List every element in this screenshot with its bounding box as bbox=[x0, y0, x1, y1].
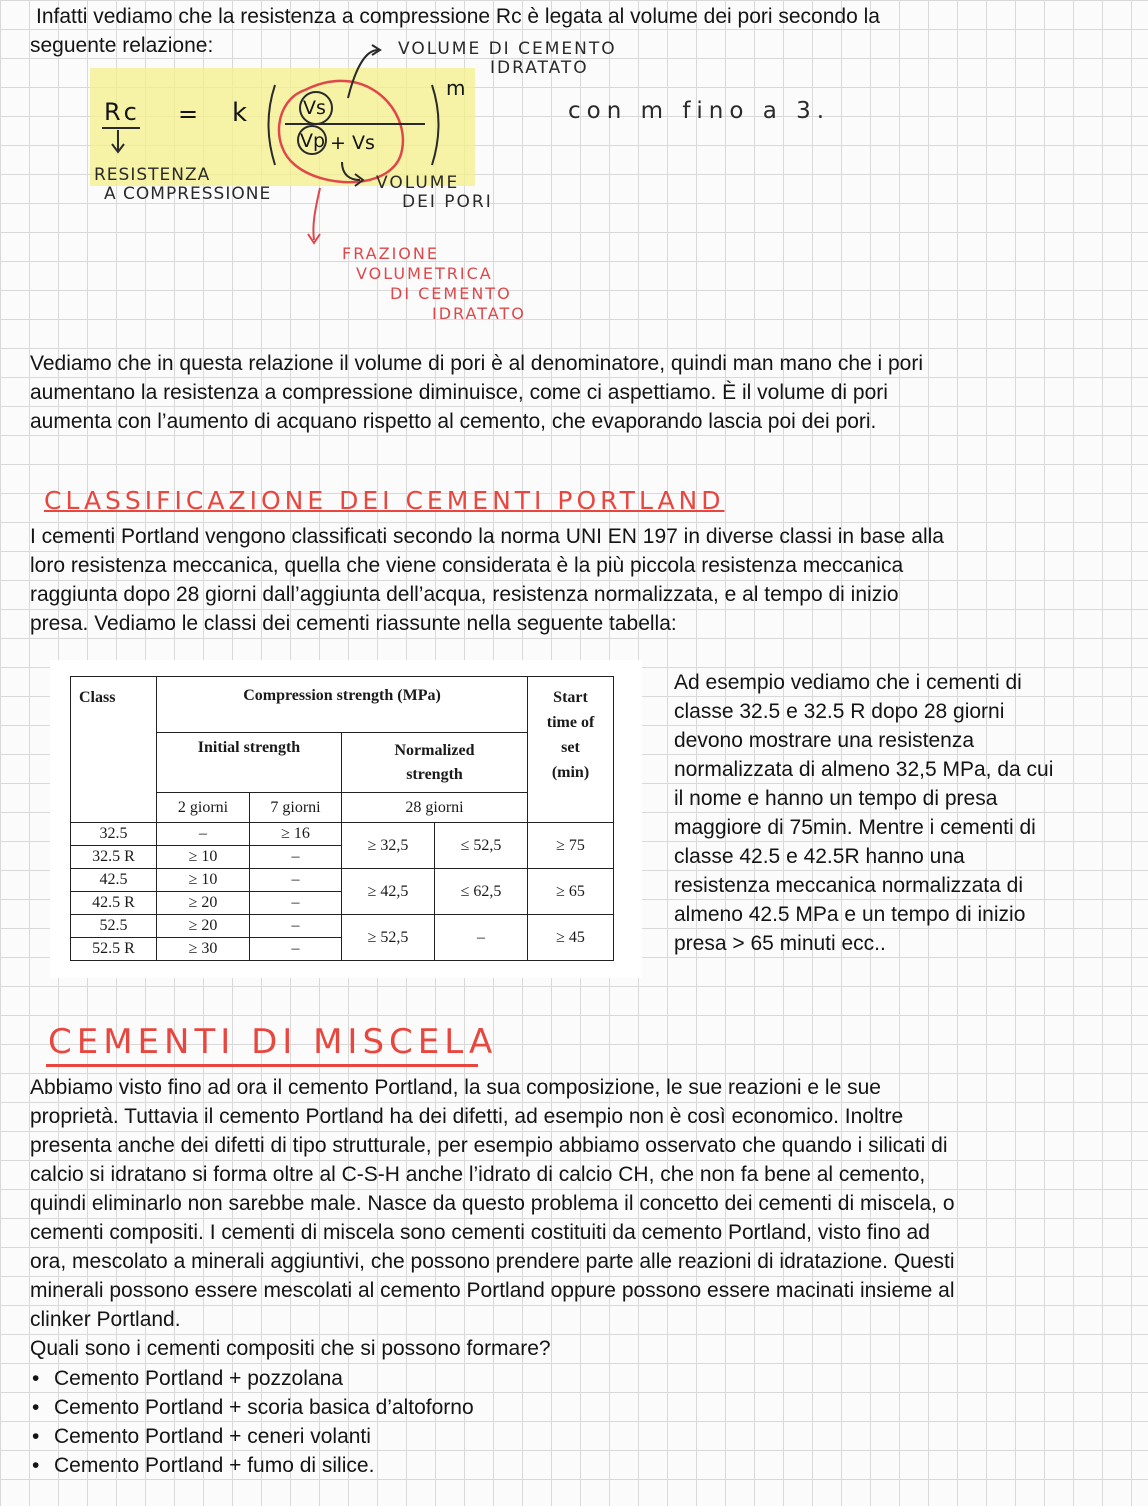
label-pori-line-2: DEI PORI bbox=[402, 192, 493, 212]
header-2-giorni: 2 giorni bbox=[157, 793, 250, 823]
row-class: 42.5 R bbox=[71, 892, 157, 915]
heading-miscela: CEMENTI DI MISCELA bbox=[48, 1022, 498, 1062]
group-start-time: ≥ 75 bbox=[528, 823, 614, 869]
formula-denominator-rest: + Vs bbox=[330, 132, 375, 154]
classi-line-3: raggiunta dopo 28 giorni dall’aggiunta dell’acqua, resistenza normalizzata, e al tempo di inizio bbox=[30, 583, 899, 606]
pori-paragraph bbox=[30, 349, 923, 436]
miscela-line-9: clinker Portland. bbox=[30, 1308, 181, 1331]
pori-line-1: Vediamo che in questa relazione il volume di pori è al denominatore, quindi man mano che i pori bbox=[30, 352, 924, 375]
formula-lhs: Rc bbox=[104, 98, 140, 126]
bullet-icon: • bbox=[32, 1396, 40, 1419]
intro-line-1: Infatti vediamo che la resistenza a compressione Rc è legata al volume dei pori secondo la bbox=[36, 5, 880, 28]
group-min-normalized: ≥ 42,5 bbox=[342, 869, 435, 915]
formula-denominator-vp: Vp bbox=[300, 130, 326, 152]
miscela-paragraph bbox=[30, 1073, 955, 1363]
side-note-line-4: normalizzata di almeno 32,5 MPa, da cui bbox=[674, 758, 1054, 781]
side-note-line-3: devono mostrare una resistenza bbox=[674, 729, 974, 752]
miscela-line-4: calcio si idratano si forma oltre al C-S-H anche l’idrato di calcio CH, che non fa bene al cemento, bbox=[30, 1163, 926, 1186]
group-max-normalized: ≤ 62,5 bbox=[435, 869, 528, 915]
side-note-line-10: presa > 65 minuti ecc.. bbox=[674, 932, 886, 955]
list-item bbox=[30, 1393, 474, 1422]
label-cemento-line-1: VOLUME DI CEMENTO bbox=[398, 39, 617, 59]
heading-classificazione: CLASSIFICAZIONE DEI CEMENTI PORTLAND bbox=[44, 486, 725, 515]
label-frazione-line-3: DI CEMENTO bbox=[390, 284, 512, 303]
group-start-time: ≥ 45 bbox=[528, 915, 614, 961]
header-compression: Compression strength (MPa) bbox=[157, 677, 528, 733]
list-item-text: Cemento Portland + scoria basica d’altoforno bbox=[54, 1396, 474, 1419]
row-2-giorni: ≥ 10 bbox=[157, 846, 250, 869]
miscela-line-5: quindi eliminarlo non sarebbe male. Nasce da questo problema il concetto dei cementi di miscela, o bbox=[30, 1192, 955, 1215]
formula-numerator: Vs bbox=[303, 97, 326, 119]
cement-classes-table-panel bbox=[50, 660, 642, 978]
group-start-time: ≥ 65 bbox=[528, 869, 614, 915]
label-pori-line-1: VOLUME bbox=[376, 173, 460, 193]
header-start-line-2: time of bbox=[546, 714, 595, 731]
label-frazione bbox=[342, 244, 526, 324]
miscela-line-8: minerali possono essere mescolati al cemento Portland oppure possono essere macinati insieme al bbox=[30, 1279, 955, 1302]
row-2-giorni: ≥ 20 bbox=[157, 915, 250, 938]
bullet-icon: • bbox=[32, 1425, 40, 1448]
miscela-line-1: Abbiamo visto fino ad ora il cemento Portland, la sua composizione, le sue reazioni e le sue bbox=[30, 1076, 881, 1099]
header-class: Class bbox=[71, 677, 157, 823]
row-7-giorni: – bbox=[250, 846, 342, 869]
row-7-giorni: – bbox=[250, 869, 342, 892]
formula-comment: con m fino a 3. bbox=[568, 98, 831, 124]
row-2-giorni: ≥ 30 bbox=[157, 938, 250, 961]
side-note-line-5: il nome e hanno un tempo di presa bbox=[674, 787, 998, 810]
frazione-arrow bbox=[313, 188, 320, 240]
cement-classes-table bbox=[70, 676, 614, 961]
side-note-line-8: resistenza meccanica normalizzata di bbox=[674, 874, 1023, 897]
miscela-line-3: presenta anche dei difetti di tipo strutturale, per esempio abbiamo osservato che quando i silicati di bbox=[30, 1134, 948, 1157]
pori-line-2: aumentano la resistenza a compressione diminuisce, come ci aspettiamo. È il volume di pori bbox=[30, 381, 888, 404]
header-normalized-line-2: strength bbox=[406, 765, 463, 783]
group-max-normalized: – bbox=[435, 915, 528, 961]
label-resistenza-line-2: A COMPRESSIONE bbox=[104, 184, 272, 204]
list-item-text: Cemento Portland + fumo di silice. bbox=[54, 1454, 375, 1477]
pori-line-3: aumenta con l’aumento di acquano rispetto al cemento, che evaporando lascia poi dei pori. bbox=[30, 410, 877, 433]
row-2-giorni: – bbox=[157, 823, 250, 846]
list-item-text: Cemento Portland + ceneri volanti bbox=[54, 1425, 371, 1448]
header-normalized-strength bbox=[342, 733, 528, 793]
formula-exponent: m bbox=[446, 76, 469, 100]
formula-k: k bbox=[232, 98, 251, 128]
header-start-line-4: (min) bbox=[551, 764, 590, 781]
classi-line-1: I cementi Portland vengono classificati secondo la norma UNI EN 197 in diverse classi in base alla bbox=[30, 525, 944, 548]
row-7-giorni: ≥ 16 bbox=[250, 823, 342, 846]
row-2-giorni: ≥ 10 bbox=[157, 869, 250, 892]
classi-paragraph bbox=[30, 522, 944, 638]
header-start-line-3: set bbox=[561, 739, 580, 756]
list-item bbox=[30, 1422, 474, 1451]
miscela-line-2: proprietà. Tuttavia il cemento Portland ha dei difetti, ad esempio non è così economico. Inoltre bbox=[30, 1105, 904, 1128]
row-7-giorni: – bbox=[250, 938, 342, 961]
side-note-line-7: classe 42.5 e 42.5R hanno una bbox=[674, 845, 965, 868]
label-cemento-line-2: IDRATATO bbox=[490, 58, 589, 78]
list-item bbox=[30, 1364, 474, 1393]
label-pori bbox=[376, 174, 493, 212]
row-2-giorni: ≥ 20 bbox=[157, 892, 250, 915]
composite-cements-list bbox=[30, 1364, 474, 1480]
header-initial-strength: Initial strength bbox=[157, 733, 342, 793]
side-note bbox=[674, 668, 1053, 958]
list-item-text: Cemento Portland + pozzolana bbox=[54, 1367, 343, 1390]
label-frazione-line-1: FRAZIONE bbox=[342, 244, 439, 263]
miscela-line-10: Quali sono i cementi compositi che si possono formare? bbox=[30, 1337, 551, 1360]
label-resistenza-line-1: RESISTENZA bbox=[94, 165, 211, 185]
miscela-line-6: cementi compositi. I cementi di miscela sono cementi costituiti da cemento Portland, visto fino ad bbox=[30, 1221, 930, 1244]
group-min-normalized: ≥ 32,5 bbox=[342, 823, 435, 869]
side-note-line-2: classe 32.5 e 32.5 R dopo 28 giorni bbox=[674, 700, 1005, 723]
label-frazione-line-2: VOLUMETRICA bbox=[356, 264, 493, 283]
header-start-time bbox=[528, 677, 614, 823]
header-7-giorni: 7 giorni bbox=[250, 793, 342, 823]
classi-line-4: presa. Vediamo le classi dei cementi riassunte nella seguente tabella: bbox=[30, 612, 677, 635]
header-normalized-line-1: Normalized bbox=[394, 741, 475, 759]
row-class: 32.5 R bbox=[71, 846, 157, 869]
row-class: 42.5 bbox=[71, 869, 157, 892]
classi-line-2: loro resistenza meccanica, quella che viene considerata è la più piccola resistenza meccanica bbox=[30, 554, 904, 577]
intro-line-2: seguente relazione: bbox=[30, 34, 214, 57]
row-7-giorni: – bbox=[250, 915, 342, 938]
header-start-line-1: Start bbox=[553, 689, 588, 706]
heading-miscela-underline bbox=[46, 1064, 478, 1067]
label-cemento bbox=[398, 40, 617, 78]
group-max-normalized: ≤ 52,5 bbox=[435, 823, 528, 869]
miscela-line-7: ora, mescolato a minerali aggiuntivi, che possono prendere parte alle reazioni di idratazione. Questi bbox=[30, 1250, 955, 1273]
row-class: 52.5 R bbox=[71, 938, 157, 961]
side-note-line-1: Ad esempio vediamo che i cementi di bbox=[674, 671, 1022, 694]
list-item bbox=[30, 1451, 474, 1480]
side-note-line-6: maggiore di 75min. Mentre i cementi di bbox=[674, 816, 1036, 839]
row-class: 52.5 bbox=[71, 915, 157, 938]
label-resistenza bbox=[94, 166, 271, 204]
group-min-normalized: ≥ 52,5 bbox=[342, 915, 435, 961]
side-note-line-9: almeno 42.5 MPa e un tempo di inizio bbox=[674, 903, 1026, 926]
row-class: 32.5 bbox=[71, 823, 157, 846]
header-28-giorni: 28 giorni bbox=[342, 793, 528, 823]
bullet-icon: • bbox=[32, 1367, 40, 1390]
bullet-icon: • bbox=[32, 1454, 40, 1477]
label-frazione-line-4: IDRATATO bbox=[432, 304, 526, 323]
formula-equals: = bbox=[178, 100, 202, 128]
row-7-giorni: – bbox=[250, 892, 342, 915]
